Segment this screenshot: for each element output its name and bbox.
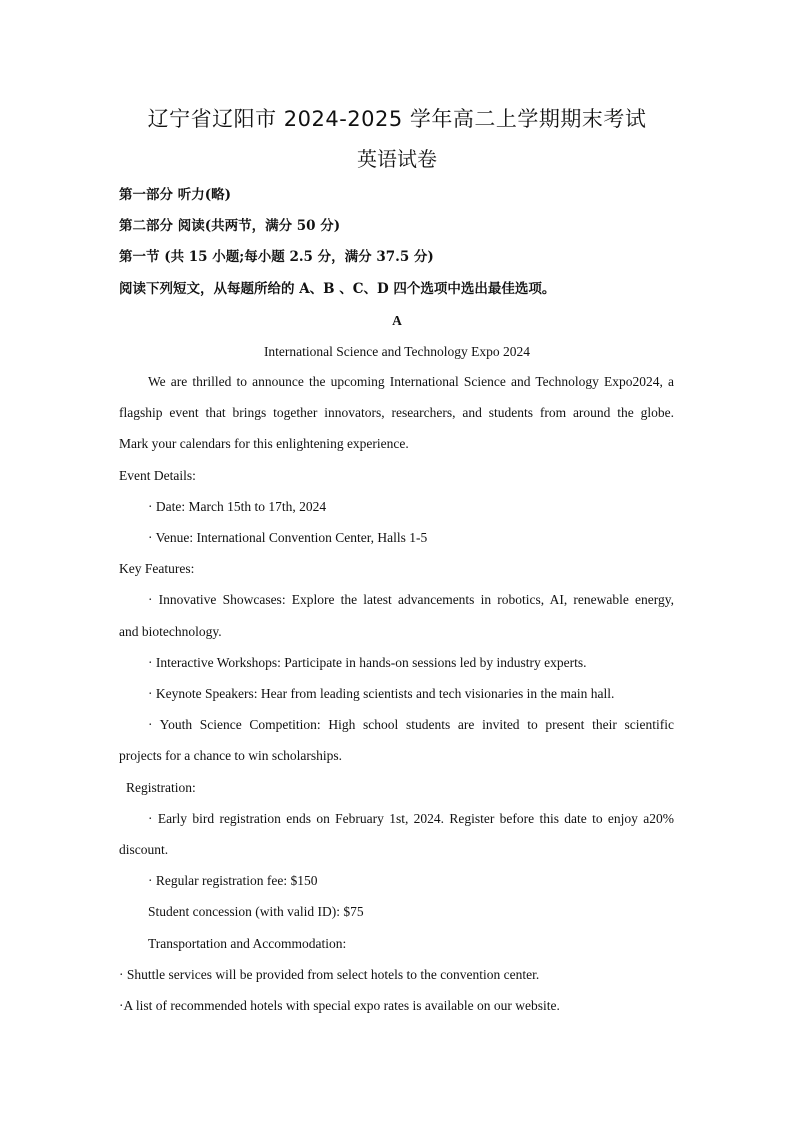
early-bird-line-2: discount. bbox=[119, 842, 169, 857]
feature-1-line-1: · Innovative Showcases: Explore the latest advancements in robotics, AI, renewable energy, bbox=[148, 592, 674, 607]
instruction-text: 阅读下列短文，从每题所给的 A、B 、C、D 四个选项中选出最佳选项。 bbox=[119, 281, 556, 297]
transport-label: Transportation and Accommodation: bbox=[148, 936, 347, 951]
registration-label: Registration: bbox=[126, 780, 196, 795]
early-bird-line-1: · Early bird registration ends on February 1st, 2024. Register before this date to enjoy a20% bbox=[148, 811, 674, 826]
key-features-label: Key Features: bbox=[119, 561, 195, 576]
shuttle-info: · Shuttle services will be provided from select hotels to the convention center. bbox=[119, 967, 540, 982]
passage-label: A bbox=[392, 313, 402, 328]
regular-fee: · Regular registration fee: $150 bbox=[148, 873, 318, 888]
feature-2: · Interactive Workshops: Participate in hands-on sessions led by industry experts. bbox=[148, 655, 587, 670]
feature-4-line-1: · Youth Science Competition: High school students are invited to present their scientific bbox=[148, 717, 674, 732]
intro-line-1: We are thrilled to announce the upcoming International Science and Technology Expo2024, a bbox=[148, 374, 674, 389]
feature-4-line-2: projects for a chance to win scholarships. bbox=[119, 748, 343, 763]
passage-heading: International Science and Technology Expo 2024 bbox=[263, 344, 531, 359]
intro-line-2: flagship event that brings together innovators, researchers, and students from around the globe. bbox=[119, 405, 674, 420]
exam-subtitle: 英语试卷 bbox=[357, 147, 437, 171]
event-venue: · Venue: International Convention Center, Halls 1-5 bbox=[148, 530, 428, 545]
event-details-label: Event Details: bbox=[119, 468, 196, 483]
event-date: · Date: March 15th to 17th, 2024 bbox=[148, 499, 327, 514]
exam-title: 辽宁省辽阳市 2024-2025 学年高二上学期期末考试 bbox=[147, 107, 647, 131]
section1-heading: 第一节 (共 15 小题;每小题 2.5 分，满分 37.5 分) bbox=[119, 249, 434, 265]
intro-line-3: Mark your calendars for this enlightening experience. bbox=[119, 436, 409, 451]
feature-3: · Keynote Speakers: Hear from leading scientists and tech visionaries in the main hall. bbox=[148, 686, 615, 701]
student-concession: Student concession (with valid ID): $75 bbox=[148, 904, 364, 919]
hotels-info: ·A list of recommended hotels with special expo rates is available on our website. bbox=[119, 998, 560, 1013]
feature-1-line-2: and biotechnology. bbox=[119, 624, 222, 639]
part1-heading: 第一部分 听力(略) bbox=[119, 187, 231, 203]
part2-heading: 第二部分 阅读(共两节，满分 50 分) bbox=[119, 218, 341, 234]
